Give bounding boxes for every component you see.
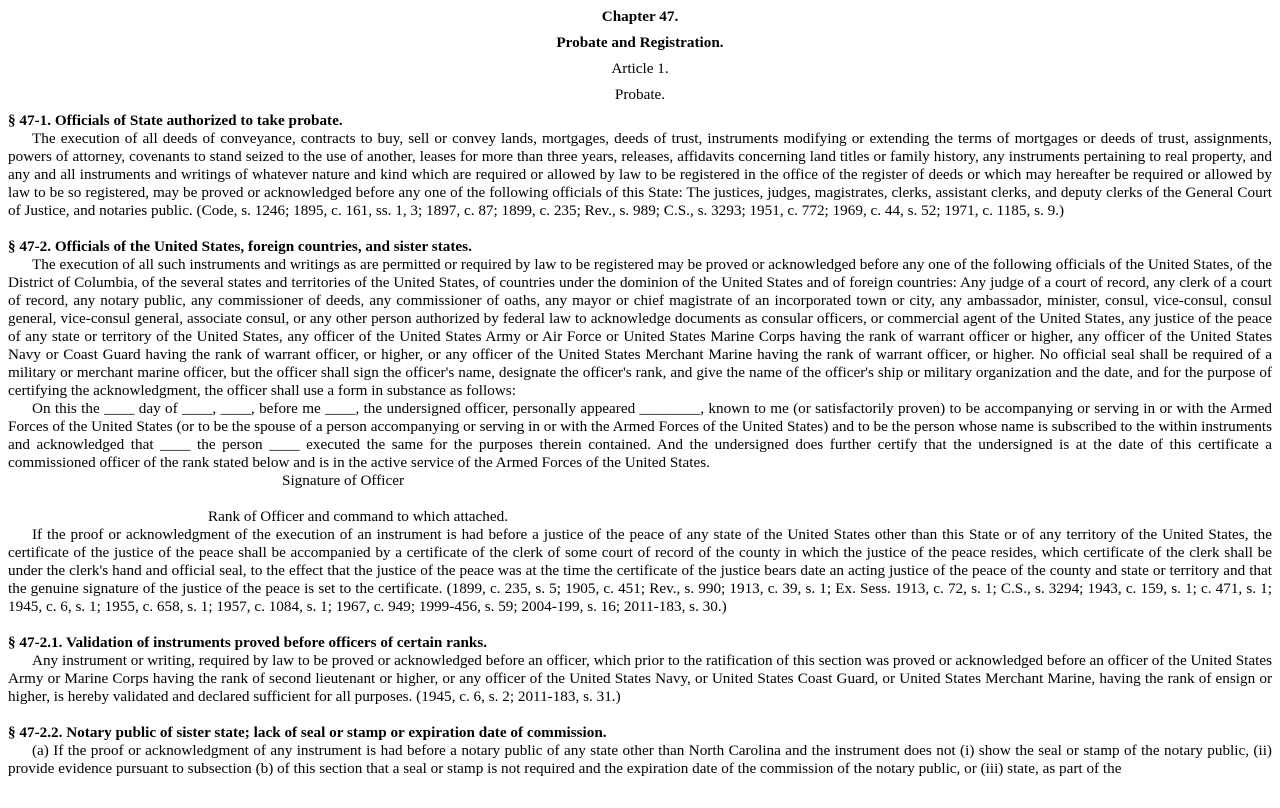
acknowledgment-form-text: On this the ____ day of ____, ____, before me ____, the undersigned officer, personally appeared ________, known to me (or satisfactorily proven) to be accompanying or serving in or with the Armed Forces of the United States (or to be the spouse of a person accompanying or serving in or with the Armed Forces of the United States) and to be the person whose name is subscribed to the within instruments and acknowledged that ____ the person ____ executed the same for the purposes therein contained. And the undersigned does further certify that the undersigned is at the date of this certificate a commissioned officer of the rank stated below and is in the active service of the Armed Forces of the United States. xyxy=(8,400,1272,471)
section-47-1 xyxy=(8,112,1272,220)
section-paragraph: The execution of all deeds of conveyance, contracts to buy, sell or convey lands, mortgages, deeds of trust, instruments modifying or extending the terms of mortgages or deeds of trust, assignments, powers of attorney, covenants to stand seized to the use of another, leases for more than three years, releases, affidavits concerning land titles or family history, any instruments pertaining to real property, and any and all instruments and writings of whatever nature and kind which are required or allowed by law to be registered in the office of the register of deeds or which may hereafter be required or allowed by law to be so registered, may be proved or acknowledged before any one of the following officials of this State: The justices, judges, magistrates, clerks, assistant clerks, and deputy clerks of the General Court of Justice, and notaries public. (Code, s. 1246; 1895, c. 161, ss. 1, 3; 1897, c. 87; 1899, c. 235; Rev., s. 989; C.S., s. 3293; 1951, c. 772; 1969, c. 44, s. 52; 1971, c. 1185, s. 9.) xyxy=(8,130,1272,219)
chapter-title: Probate and Registration. xyxy=(556,34,724,51)
section-47-2-2 xyxy=(8,724,1272,778)
section-paragraph: If the proof or acknowledgment of the execution of an instrument is had before a justice of the peace of any state of the United States other than this State or of any territory of the United States, the certificate of the justice of the peace shall be accompanied by a certificate of the clerk of some court of record of the county in which the justice of the peace resides, which certificate of the clerk shall be under the clerk's hand and official seal, to the effect that the justice of the peace was at the time the certificate of the justice bears date an acting justice of the peace of the county and state or territory and that the genuine signature of the justice of the peace is set to the certificate. (1899, c. 235, s. 5; 1905, c. 451; Rev., s. 990; 1913, c. 39, s. 1; Ex. Sess. 1913, c. 72, s. 1; C.S., s. 3294; 1943, c. 159, s. 1; c. 471, s. 1; 1945, c. 6, s. 1; 1955, c. 658, s. 1; 1957, c. 1084, s. 1; 1967, c. 949; 1999-456, s. 59; 2004-199, s. 16; 2011-183, s. 30.) xyxy=(8,526,1272,615)
section-paragraph: The execution of all such instruments and writings as are permitted or required by law to be registered may be proved or acknowledged before any one of the following officials of the United States, of the District of Columbia, of the several states and territories of the United States, of countries under the dominion of the United States and of foreign countries: Any judge of a court of record, any clerk of a court of record, any notary public, any commissioner of deeds, any commissioner of oaths, any mayor or chief magistrate of an incorporated town or city, any ambassador, minister, consul, vice-consul, consul general, vice-consul general, associate consul, or any other person authorized by federal law to acknowledge documents as consular officers, or commercial agent of the United States, any justice of the peace of any state or territory of the United States, any officer of the United States Army or Air Force or United States Marine Corps having the rank of warrant officer or higher, any officer of the United States Navy or Coast Guard having the rank of warrant officer, or higher, or any officer of the United States Merchant Marine having the rank of warrant officer, or higher. No official seal shall be required of a military or merchant marine officer, but the officer shall sign the officer's name, designate the officer's rank, and give the name of the officer's ship or military organization and the date, and for the purpose of certifying the acknowledgment, the officer shall use a form in substance as follows: xyxy=(8,256,1272,399)
signature-of-officer-label: Signature of Officer xyxy=(282,472,405,489)
chapter-number: Chapter 47. xyxy=(601,8,679,25)
section-paragraph: (a) If the proof or acknowledgment of any instrument is had before a notary public of any state other than North Carolina and the instrument does not (i) show the seal or stamp of the notary public, (ii) provide evidence pursuant to subsection (b) of this section that a seal or stamp is not required and the expiration date of the commission of the notary public, or (iii) state, as part of the xyxy=(8,742,1272,777)
section-heading: § 47-2. Officials of the United States, foreign countries, and sister states. xyxy=(8,238,472,255)
section-heading: § 47-1. Officials of State authorized to take probate. xyxy=(8,112,343,129)
article-title: Probate. xyxy=(614,86,666,103)
section-heading: § 47-2.2. Notary public of sister state; lack of seal or stamp or expiration date of commission. xyxy=(8,724,607,741)
rank-of-officer-label: Rank of Officer and command to which attached. xyxy=(208,508,508,525)
section-47-2-1 xyxy=(8,634,1272,706)
statute-document xyxy=(0,8,1280,778)
section-paragraph: Any instrument or writing, required by law to be proved or acknowledged before an officer, which prior to the ratification of this section was proved or acknowledged before an officer of the United States Army or Marine Corps having the rank of second lieutenant or higher, or any officer of the United States Navy, or United States Coast Guard, or United States Merchant Marine, having the rank of ensign or higher, is hereby validated and declared sufficient for all purposes. (1945, c. 6, s. 2; 2011-183, s. 31.) xyxy=(8,652,1272,705)
section-heading: § 47-2.1. Validation of instruments proved before officers of certain ranks. xyxy=(8,634,488,651)
section-47-2 xyxy=(8,238,1272,616)
article-number: Article 1. xyxy=(611,60,669,77)
